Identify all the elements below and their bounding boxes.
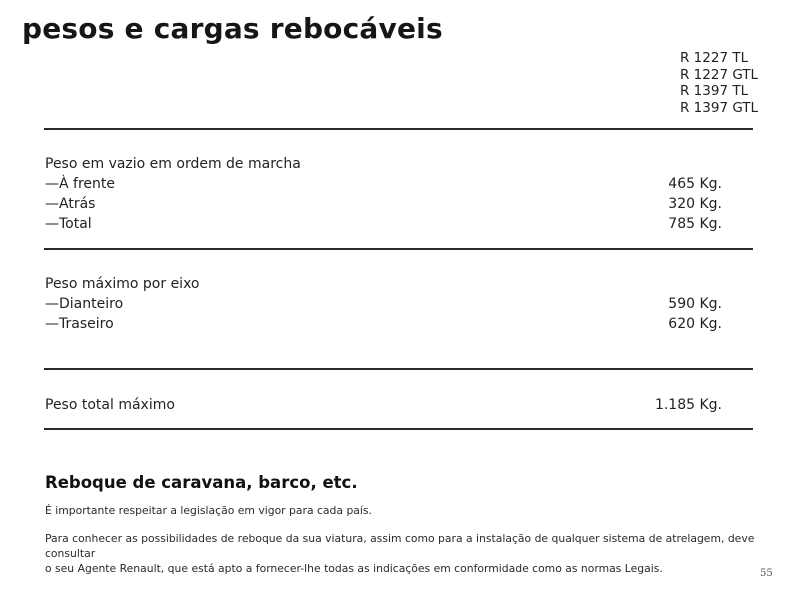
section-heading — [45, 274, 722, 294]
section-heading — [45, 154, 722, 174]
model-item: R 1227 TL — [680, 50, 749, 66]
paragraph: É importante respeitar a legislação em vigor para cada país. — [45, 504, 372, 517]
model-item: R 1397 TL — [680, 83, 749, 99]
paragraph-line: Para conhecer as possibilidades de reboque da sua viatura, assim como para a instalação de qualquer sistema de atrelagem, deve consultar — [45, 532, 755, 560]
divider — [44, 428, 753, 430]
row-label: —Traseiro — [45, 316, 114, 332]
table-row — [45, 194, 722, 214]
table-row — [45, 294, 722, 314]
row-label: —Total — [45, 216, 92, 232]
row-label: —Atrás — [45, 196, 96, 212]
row-label: Peso total máximo — [45, 397, 175, 413]
row-label: —Dianteiro — [45, 296, 124, 312]
section-title: Reboque de caravana, barco, etc. — [45, 473, 358, 492]
row-value: 320 Kg. — [668, 196, 722, 212]
row-value: 590 Kg. — [668, 296, 722, 312]
divider — [44, 248, 753, 250]
page-title: pesos e cargas rebocáveis — [22, 12, 443, 45]
row-value: 1.185 Kg. — [654, 397, 722, 413]
page-number: 55 — [760, 568, 773, 579]
table-row — [45, 214, 722, 234]
divider — [44, 128, 753, 130]
row-label: Peso máximo por eixo — [45, 276, 200, 292]
table-row — [45, 395, 722, 415]
model-list — [680, 50, 758, 116]
row-value: 785 Kg. — [668, 216, 722, 232]
row-value: 620 Kg. — [668, 316, 722, 332]
paragraph — [45, 531, 800, 576]
model-item: R 1397 GTL — [680, 99, 759, 116]
row-label: —À frente — [45, 176, 115, 192]
divider — [44, 368, 753, 370]
table-row — [45, 314, 722, 334]
row-value: 465 Kg. — [668, 176, 722, 192]
model-item: R 1227 GTL — [680, 66, 759, 83]
row-label: Peso em vazio em ordem de marcha — [45, 156, 301, 172]
paragraph-line: o seu Agente Renault, que está apto a fornecer-lhe todas as indicações em conformidade como as normas Legais. — [45, 562, 663, 575]
table-row — [45, 174, 722, 194]
